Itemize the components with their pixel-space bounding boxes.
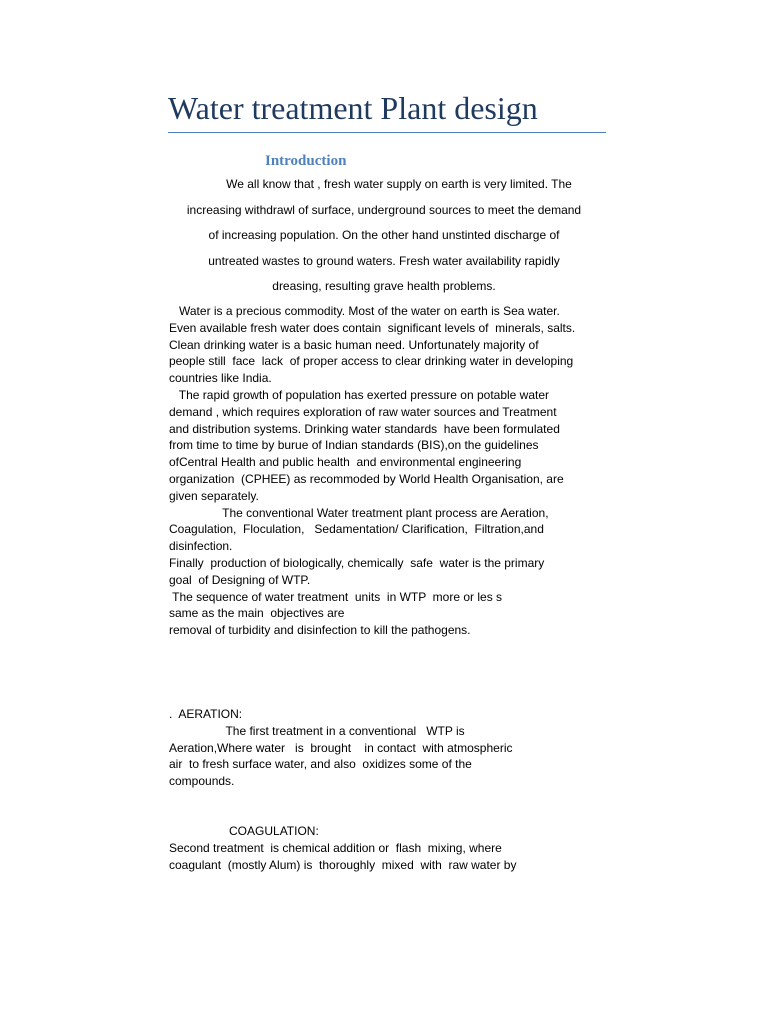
coagulation-heading: COAGULATION: — [169, 824, 319, 838]
body-line: from time to time by burue of Indian standards (BIS),on the guidelines — [169, 438, 539, 453]
body-line: Finally production of biologically, chemically safe water is the primary — [169, 555, 545, 570]
body-line: The sequence of water treatment units in WTP more or les s — [169, 589, 503, 604]
coagulation-line: Second treatment is chemical addition or flash mixing, where — [169, 840, 502, 855]
body-line: given separately. — [169, 488, 259, 503]
body-line: countries like India. — [169, 371, 272, 386]
document-title: Water treatment Plant design — [168, 90, 538, 126]
intro-paragraph — [168, 172, 600, 300]
body-line: goal of Designing of WTP. — [169, 572, 311, 587]
aeration-line: Aeration,Where water is brought in contact with atmospheric — [169, 740, 513, 755]
body-line: and distribution systems. Drinking water standards have been formulated — [169, 421, 560, 436]
body-text — [169, 303, 609, 639]
title-underline — [168, 132, 606, 133]
body-line: Even available fresh water does contain significant levels of minerals, salts. — [169, 320, 576, 335]
intro-line: dreasing, resulting grave health problems. — [272, 279, 496, 293]
intro-line: of increasing population. On the other hand unstinted discharge of — [208, 228, 560, 242]
body-line: same as the main objectives are — [169, 606, 345, 621]
coagulation-section — [169, 823, 609, 873]
intro-line: increasing withdrawl of surface, underground sources to meet the demand — [186, 202, 582, 217]
introduction-heading: Introduction — [265, 153, 347, 169]
body-line: The conventional Water treatment plant process are Aeration, — [169, 505, 549, 520]
body-line: demand , which requires exploration of raw water sources and Treatment — [169, 404, 557, 419]
body-line: Water is a precious commodity. Most of the water on earth is Sea water. — [169, 304, 560, 318]
intro-line: untreated wastes to ground waters. Fresh water availability rapidly — [208, 253, 560, 268]
body-line: organization (CPHEE) as recommoded by World Health Organisation, are — [169, 471, 564, 486]
aeration-line: The first treatment in a conventional WTP is — [169, 723, 465, 738]
body-line: Coagulation, Floculation, Sedamentation/ Clarification, Filtration,and — [169, 522, 544, 537]
aeration-line: air to fresh surface water, and also oxidizes some of the — [169, 757, 472, 772]
coagulation-line: coagulant (mostly Alum) is thoroughly mixed with raw water by — [169, 857, 517, 872]
body-line: people still face lack of proper access to clear drinking water in developing — [169, 354, 574, 369]
aeration-heading: . AERATION: — [169, 707, 243, 721]
body-line: ofCentral Health and public health and environmental engineering — [169, 455, 522, 470]
body-line: disinfection. — [169, 539, 233, 554]
body-line: removal of turbidity and disinfection to kill the pathogens. — [169, 623, 471, 638]
aeration-section — [169, 706, 609, 790]
aeration-line: compounds. — [169, 774, 235, 789]
body-line: The rapid growth of population has exerted pressure on potable water — [169, 387, 550, 402]
intro-line: We all know that , fresh water supply on earth is very limited. The — [226, 177, 572, 191]
body-line: Clean drinking water is a basic human need. Unfortunately majority of — [169, 337, 539, 352]
